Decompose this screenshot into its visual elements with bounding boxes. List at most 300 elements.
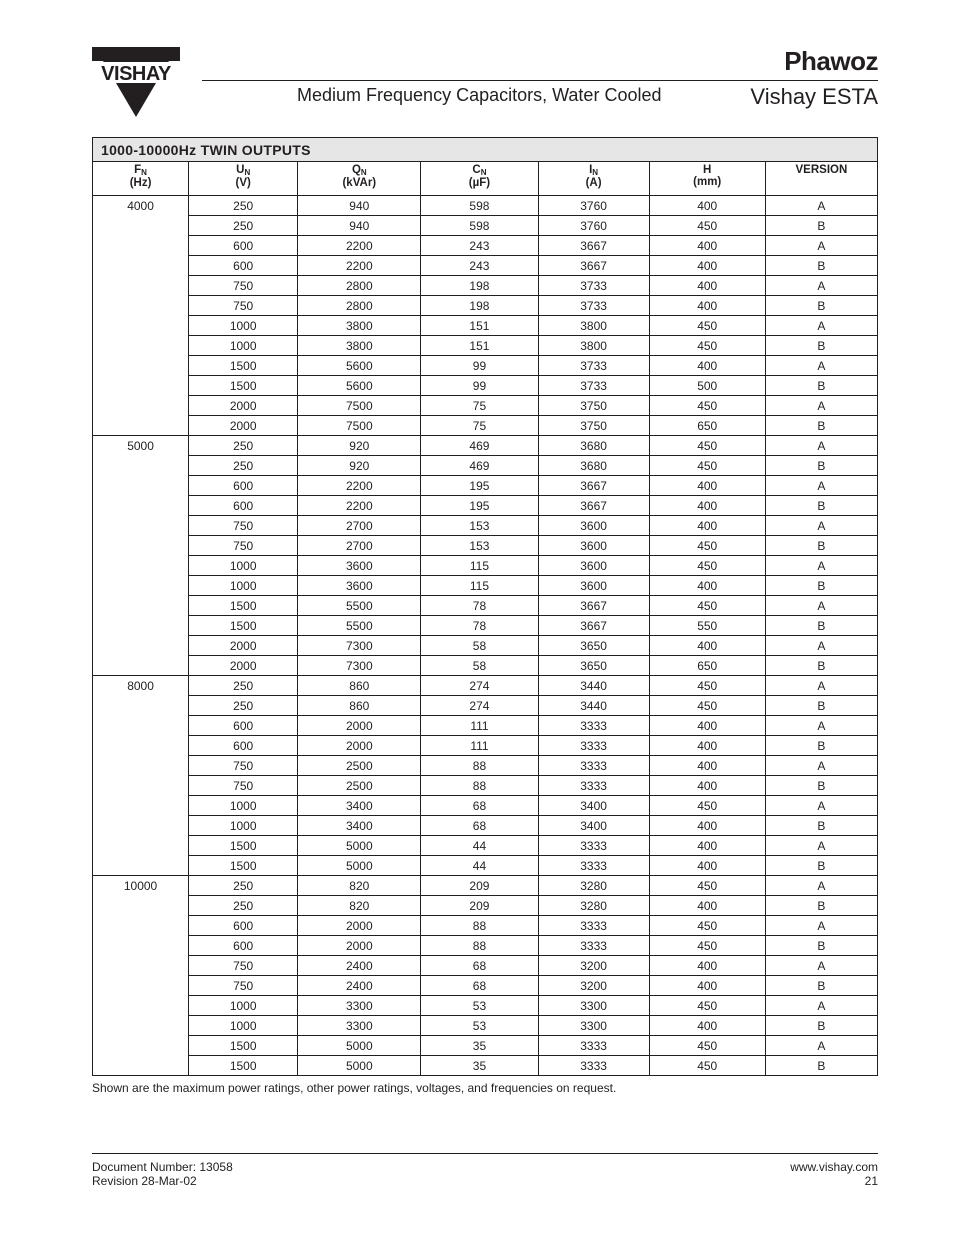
table-cell: 3400 [298,796,421,816]
table-cell: A [765,756,877,776]
table-cell: A [765,916,877,936]
table-row [93,896,878,916]
table-cell: 88 [421,776,538,796]
table-cell: 3800 [538,336,649,356]
table-cell: 2800 [298,296,421,316]
table-cell: 3650 [538,636,649,656]
table-cell: 2700 [298,516,421,536]
table-row [93,536,878,556]
table-cell: 5500 [298,616,421,636]
table-row [93,576,878,596]
table-cell: 115 [421,576,538,596]
table-row [93,416,878,436]
table-cell: 2200 [298,476,421,496]
frequency-cell [93,276,189,296]
table-cell: 243 [421,256,538,276]
column-header: H (mm) [649,162,765,196]
table-cell: 68 [421,816,538,836]
table-cell: 600 [189,256,298,276]
table-cell: 3750 [538,416,649,436]
table-cell: 195 [421,476,538,496]
frequency-cell [93,456,189,476]
table-cell: 600 [189,736,298,756]
frequency-cell [93,376,189,396]
table-cell: 400 [649,836,765,856]
table-cell: 500 [649,376,765,396]
table-row [93,636,878,656]
table-cell: 209 [421,896,538,916]
table-row [93,1056,878,1076]
table-cell: 400 [649,296,765,316]
frequency-cell [93,736,189,756]
table-cell: 2000 [189,636,298,656]
table-cell: 400 [649,236,765,256]
table-cell: 400 [649,276,765,296]
table-cell: B [765,616,877,636]
table-cell: 400 [649,256,765,276]
frequency-cell [93,716,189,736]
table-cell: 650 [649,656,765,676]
table-cell: 5000 [298,1036,421,1056]
vishay-logo [92,47,180,119]
table-row [93,836,878,856]
table-row [93,876,878,896]
table-cell: 44 [421,836,538,856]
frequency-cell [93,256,189,276]
table-cell: 3667 [538,496,649,516]
table-cell: 3400 [538,796,649,816]
revision-date: Revision 28-Mar-02 [92,1174,197,1188]
table-cell: 750 [189,296,298,316]
table-cell: A [765,956,877,976]
table-cell: A [765,516,877,536]
table-cell: 2500 [298,756,421,776]
table-cell: B [765,896,877,916]
table-cell: 1500 [189,1056,298,1076]
table-cell: 598 [421,196,538,216]
table-cell: 469 [421,456,538,476]
table-cell: 111 [421,716,538,736]
frequency-cell [93,496,189,516]
table-cell: 3400 [298,816,421,836]
frequency-cell [93,576,189,596]
table-cell: 250 [189,456,298,476]
table-cell: A [765,556,877,576]
table-row [93,996,878,1016]
frequency-cell: 5000 [93,436,189,456]
frequency-cell [93,536,189,556]
table-cell: B [765,416,877,436]
table-cell: 5000 [298,1056,421,1076]
table-cell: 78 [421,616,538,636]
table-cell: 1000 [189,316,298,336]
frequency-cell [93,236,189,256]
table-cell: 1000 [189,1016,298,1036]
table-cell: B [765,736,877,756]
table-row [93,1016,878,1036]
table-cell: 3440 [538,696,649,716]
table-cell: 2500 [298,776,421,796]
table-cell: 400 [649,196,765,216]
document-subtitle: Medium Frequency Capacitors, Water Cooled [297,85,662,105]
table-cell: 550 [649,616,765,636]
table-cell: 750 [189,536,298,556]
table-cell: A [765,596,877,616]
table-cell: 3680 [538,456,649,476]
table-cell: 450 [649,996,765,1016]
table-cell: B [765,776,877,796]
table-cell: 400 [649,976,765,996]
table-row [93,196,878,216]
page-number: 21 [864,1174,878,1188]
table-row [93,596,878,616]
table-cell: 243 [421,236,538,256]
frequency-cell [93,636,189,656]
table-cell: 2000 [298,736,421,756]
table-cell: 3667 [538,596,649,616]
table-row [93,956,878,976]
table-cell: 450 [649,316,765,336]
table-cell: 115 [421,556,538,576]
table-cell: 250 [189,696,298,716]
table-cell: 860 [298,696,421,716]
table-cell: 7500 [298,416,421,436]
spec-table [92,137,878,1076]
table-cell: 3280 [538,876,649,896]
table-cell: 5500 [298,596,421,616]
table-cell: 7500 [298,396,421,416]
table-row [93,376,878,396]
table-cell: 940 [298,196,421,216]
table-cell: 650 [649,416,765,436]
table-cell: 3400 [538,816,649,836]
table-cell: 450 [649,436,765,456]
table-cell: 600 [189,496,298,516]
table-cell: 151 [421,336,538,356]
table-cell: 3600 [538,536,649,556]
table-cell: A [765,436,877,456]
table-cell: 2000 [189,416,298,436]
table-row [93,296,878,316]
table-cell: A [765,276,877,296]
frequency-cell [93,596,189,616]
frequency-cell [93,396,189,416]
table-cell: 2200 [298,496,421,516]
column-header: $I_N$ (A) [538,162,649,196]
table-cell: 153 [421,536,538,556]
table-cell: 3600 [298,556,421,576]
table-cell: A [765,356,877,376]
table-cell: 820 [298,896,421,916]
table-cell: 1000 [189,576,298,596]
table-cell: 400 [649,736,765,756]
table-cell: 2000 [298,936,421,956]
table-cell: 400 [649,896,765,916]
table-cell: 3333 [538,716,649,736]
frequency-cell [93,476,189,496]
table-cell: 3333 [538,936,649,956]
table-cell: 1500 [189,856,298,876]
table-cell: 68 [421,976,538,996]
table-cell: 250 [189,876,298,896]
table-cell: 53 [421,1016,538,1036]
frequency-cell: 8000 [93,676,189,696]
table-cell: 68 [421,796,538,816]
table-row [93,356,878,376]
table-cell: A [765,636,877,656]
frequency-cell [93,796,189,816]
table-cell: 3300 [298,1016,421,1036]
table-cell: B [765,536,877,556]
table-cell: 1000 [189,996,298,1016]
table-cell: 250 [189,196,298,216]
frequency-cell [93,936,189,956]
table-cell: 400 [649,496,765,516]
table-cell: 860 [298,676,421,696]
table-cell: 1500 [189,376,298,396]
frequency-cell [93,1056,189,1076]
table-cell: 3333 [538,756,649,776]
table-cell: 750 [189,756,298,776]
table-cell: 1000 [189,336,298,356]
table-cell: 600 [189,476,298,496]
table-cell: 600 [189,916,298,936]
table-cell: B [765,456,877,476]
table-row [93,916,878,936]
frequency-cell [93,976,189,996]
table-cell: 2000 [298,916,421,936]
table-cell: 250 [189,216,298,236]
table-cell: 400 [649,1016,765,1036]
table-cell: 3680 [538,436,649,456]
table-row [93,496,878,516]
table-cell: 400 [649,516,765,536]
table-cell: 450 [649,796,765,816]
table-cell: 3733 [538,376,649,396]
table-cell: 3333 [538,1036,649,1056]
table-row [93,516,878,536]
table-cell: 400 [649,956,765,976]
table-cell: 3300 [538,996,649,1016]
table-cell: 274 [421,696,538,716]
table-cell: 1000 [189,556,298,576]
table-cell: 400 [649,756,765,776]
frequency-cell [93,916,189,936]
table-cell: A [765,676,877,696]
table-cell: A [765,196,877,216]
table-row [93,276,878,296]
column-header: VERSION [765,162,877,196]
frequency-cell: 10000 [93,876,189,896]
table-cell: 5000 [298,856,421,876]
table-cell: B [765,1056,877,1076]
table-cell: A [765,476,877,496]
frequency-cell [93,416,189,436]
table-cell: 3760 [538,216,649,236]
table-cell: 450 [649,536,765,556]
table-cell: 2000 [189,396,298,416]
table-cell: 2700 [298,536,421,556]
table-cell: 3600 [298,576,421,596]
table-row [93,236,878,256]
table-row [93,756,878,776]
table-cell: 400 [649,816,765,836]
table-row [93,396,878,416]
header-rule [202,80,878,81]
table-cell: 598 [421,216,538,236]
frequency-cell [93,696,189,716]
table-cell: 469 [421,436,538,456]
table-cell: 3333 [538,836,649,856]
table-cell: 940 [298,216,421,236]
table-cell: 1500 [189,1036,298,1056]
table-cell: B [765,656,877,676]
table-cell: 450 [649,676,765,696]
frequency-cell [93,216,189,236]
table-row [93,456,878,476]
table-row [93,316,878,336]
table-cell: 920 [298,436,421,456]
table-cell: A [765,996,877,1016]
table-cell: 88 [421,756,538,776]
table-cell: A [765,716,877,736]
table-cell: 5000 [298,836,421,856]
table-cell: 2400 [298,976,421,996]
frequency-cell [93,836,189,856]
table-cell: 3300 [298,996,421,1016]
frequency-cell [93,996,189,1016]
table-cell: 600 [189,716,298,736]
table-cell: A [765,836,877,856]
table-cell: 450 [649,456,765,476]
table-cell: A [765,236,877,256]
table-cell: 920 [298,456,421,476]
table-cell: A [765,796,877,816]
table-cell: 99 [421,356,538,376]
table-cell: 195 [421,496,538,516]
table-row [93,256,878,276]
table-cell: B [765,1016,877,1036]
table-cell: 3667 [538,256,649,276]
table-row [93,556,878,576]
column-header: $C_N$ (µF) [421,162,538,196]
table-cell: 111 [421,736,538,756]
table-cell: 3200 [538,976,649,996]
table-cell: 35 [421,1056,538,1076]
table-row [93,436,878,456]
table-cell: 450 [649,1036,765,1056]
table-cell: 750 [189,276,298,296]
table-row [93,1036,878,1056]
table-footnote: Shown are the maximum power ratings, other power ratings, voltages, and frequencies on request. [92,1081,617,1095]
table-cell: 3600 [538,556,649,576]
table-cell: 68 [421,956,538,976]
table-cell: 7300 [298,636,421,656]
table-cell: 1500 [189,836,298,856]
frequency-cell [93,556,189,576]
frequency-cell [93,956,189,976]
table-cell: 2000 [298,716,421,736]
table-cell: 3667 [538,476,649,496]
product-name: Phawoz [784,46,878,76]
table-row [93,816,878,836]
table-cell: B [765,296,877,316]
table-cell: B [765,936,877,956]
table-cell: 3760 [538,196,649,216]
table-cell: B [765,496,877,516]
table-cell: 400 [649,776,765,796]
table-cell: 3750 [538,396,649,416]
table-cell: 75 [421,416,538,436]
table-cell: 3650 [538,656,649,676]
table-cell: B [765,976,877,996]
column-header: $F_N$ (Hz) [93,162,189,196]
table-cell: 153 [421,516,538,536]
frequency-cell [93,356,189,376]
table-row [93,696,878,716]
frequency-cell [93,616,189,636]
table-cell: 400 [649,576,765,596]
table-cell: 250 [189,896,298,916]
table-cell: 198 [421,296,538,316]
table-cell: 58 [421,656,538,676]
table-cell: 78 [421,596,538,616]
table-cell: B [765,696,877,716]
table-cell: 3733 [538,276,649,296]
table-cell: 1500 [189,616,298,636]
table-cell: 3333 [538,736,649,756]
table-row [93,796,878,816]
table-cell: 450 [649,876,765,896]
website-link[interactable]: www.vishay.com [790,1160,878,1174]
table-cell: 600 [189,936,298,956]
table-cell: 400 [649,476,765,496]
frequency-cell [93,656,189,676]
table-cell: 820 [298,876,421,896]
table-cell: 274 [421,676,538,696]
table-cell: 3667 [538,616,649,636]
frequency-cell [93,816,189,836]
table-row [93,336,878,356]
table-row [93,616,878,636]
table-cell: 7300 [298,656,421,676]
frequency-cell [93,776,189,796]
table-cell: 1000 [189,796,298,816]
table-row [93,656,878,676]
table-cell: 3280 [538,896,649,916]
table-cell: 2400 [298,956,421,976]
table-row [93,776,878,796]
table-row [93,936,878,956]
table-cell: 1500 [189,596,298,616]
table-cell: 3800 [298,316,421,336]
table-cell: B [765,816,877,836]
frequency-cell [93,316,189,336]
frequency-cell: 4000 [93,196,189,216]
table-cell: 35 [421,1036,538,1056]
document-number: Document Number: 13058 [92,1160,233,1174]
table-cell: 450 [649,696,765,716]
table-cell: 53 [421,996,538,1016]
table-cell: A [765,396,877,416]
table-cell: 198 [421,276,538,296]
table-cell: B [765,336,877,356]
table-row [93,736,878,756]
table-cell: 450 [649,336,765,356]
table-cell: 2200 [298,256,421,276]
table-row [93,216,878,236]
table-cell: 3200 [538,956,649,976]
